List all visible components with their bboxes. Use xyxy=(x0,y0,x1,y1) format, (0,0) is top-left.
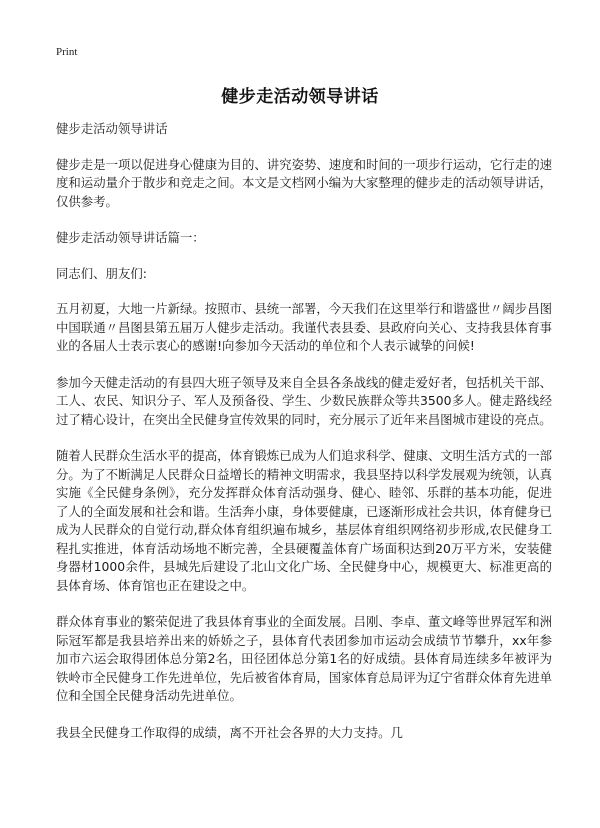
document-body xyxy=(56,120,552,760)
paragraph-subtitle: 健步走活动领导讲话 xyxy=(56,121,168,136)
print-link[interactable]: Print xyxy=(56,46,78,58)
paragraph-body: 群众体育事业的繁荣促进了我县体育事业的全面发展。吕刚、李卓、董文峰等世界冠军和洲际冠军都是我县培养出来的娇娇之子，县体育代表团参加市运动会成绩节节攀升，xx年参加市六运会取得团体总分第2名，田径团体总分第1名的好成绩。县体育局连续多年被评为铁岭市全民健身工作先进单位，先后被省体育局，国家体育总局评为辽宁省群众体育先进单位和全国全民健身活动先进单位。 xyxy=(56,614,552,703)
paragraph-section-heading: 健步走活动领导讲话篇一： xyxy=(56,230,205,245)
paragraph-body: 随着人民群众生活水平的提高，体育锻炼已成为人们追求科学、健康、文明生活方式的一部分。为了不断满足人民群众日益增长的精神文明需求，我县坚持以科学发展观为统领，认真实施《全民健身条例》，充分发挥群众体育活动强身、健心、睦邻、乐群的基本功能，促进了人的全面发展和社会和谐。生活奔小康，身体要健康，已逐渐形成社会共识，体育健身已成为人民群众的自觉行动,群众体育组织遍布城乡，基层体育组织网络初步形成,农民健身工程扎实推进，体育活动场地不断完善，全县硬覆盖体育广场面积达到20万平方米，安装健身器材1000余件，县城先后建设了北山文化广场、全民健身中心，规模更大、标准更高的县体育场、体育馆也正在建设之中。 xyxy=(56,448,552,593)
page-title: 健步走活动领导讲话 xyxy=(221,87,379,107)
paragraph-body: 五月初夏，大地一片新绿。按照市、县统一部署，今天我们在这里举行和谐盛世〃阔步昌图中国联通〃昌图县第五届万人健步走活动。我谨代表县委、县政府向关心、支持我县体育事业的各届人士表示衷心的感谢!向参加今天活动的单位和个人表示诚挚的问候! xyxy=(56,301,552,353)
paragraph-body: 参加今天健走活动的有县四大班子领导及来自全县各条战线的健走爱好者，包括机关干部、工人、农民、知识分子、军人及预备役、学生、少数民族群众等共3500多人。健走路线经过了精心设计，在突出全民健身宣传效果的同时，充分展示了近年来昌图城市建设的亮点。 xyxy=(56,374,552,427)
paragraph-greeting: 同志们、朋友们: xyxy=(56,265,147,281)
paragraph-intro: 健步走是一项以促进身心健康为目的、讲究姿势、速度和时间的一项步行运动，它行走的速度和运动量介于散步和竞走之间。本文是文档网小编为大家整理的健步走的活动领导讲话，仅供参考。 xyxy=(56,156,552,209)
paragraph-body: 我县全民健身工作取得的成绩，离不开社会各界的大力支持。几 xyxy=(56,724,403,740)
